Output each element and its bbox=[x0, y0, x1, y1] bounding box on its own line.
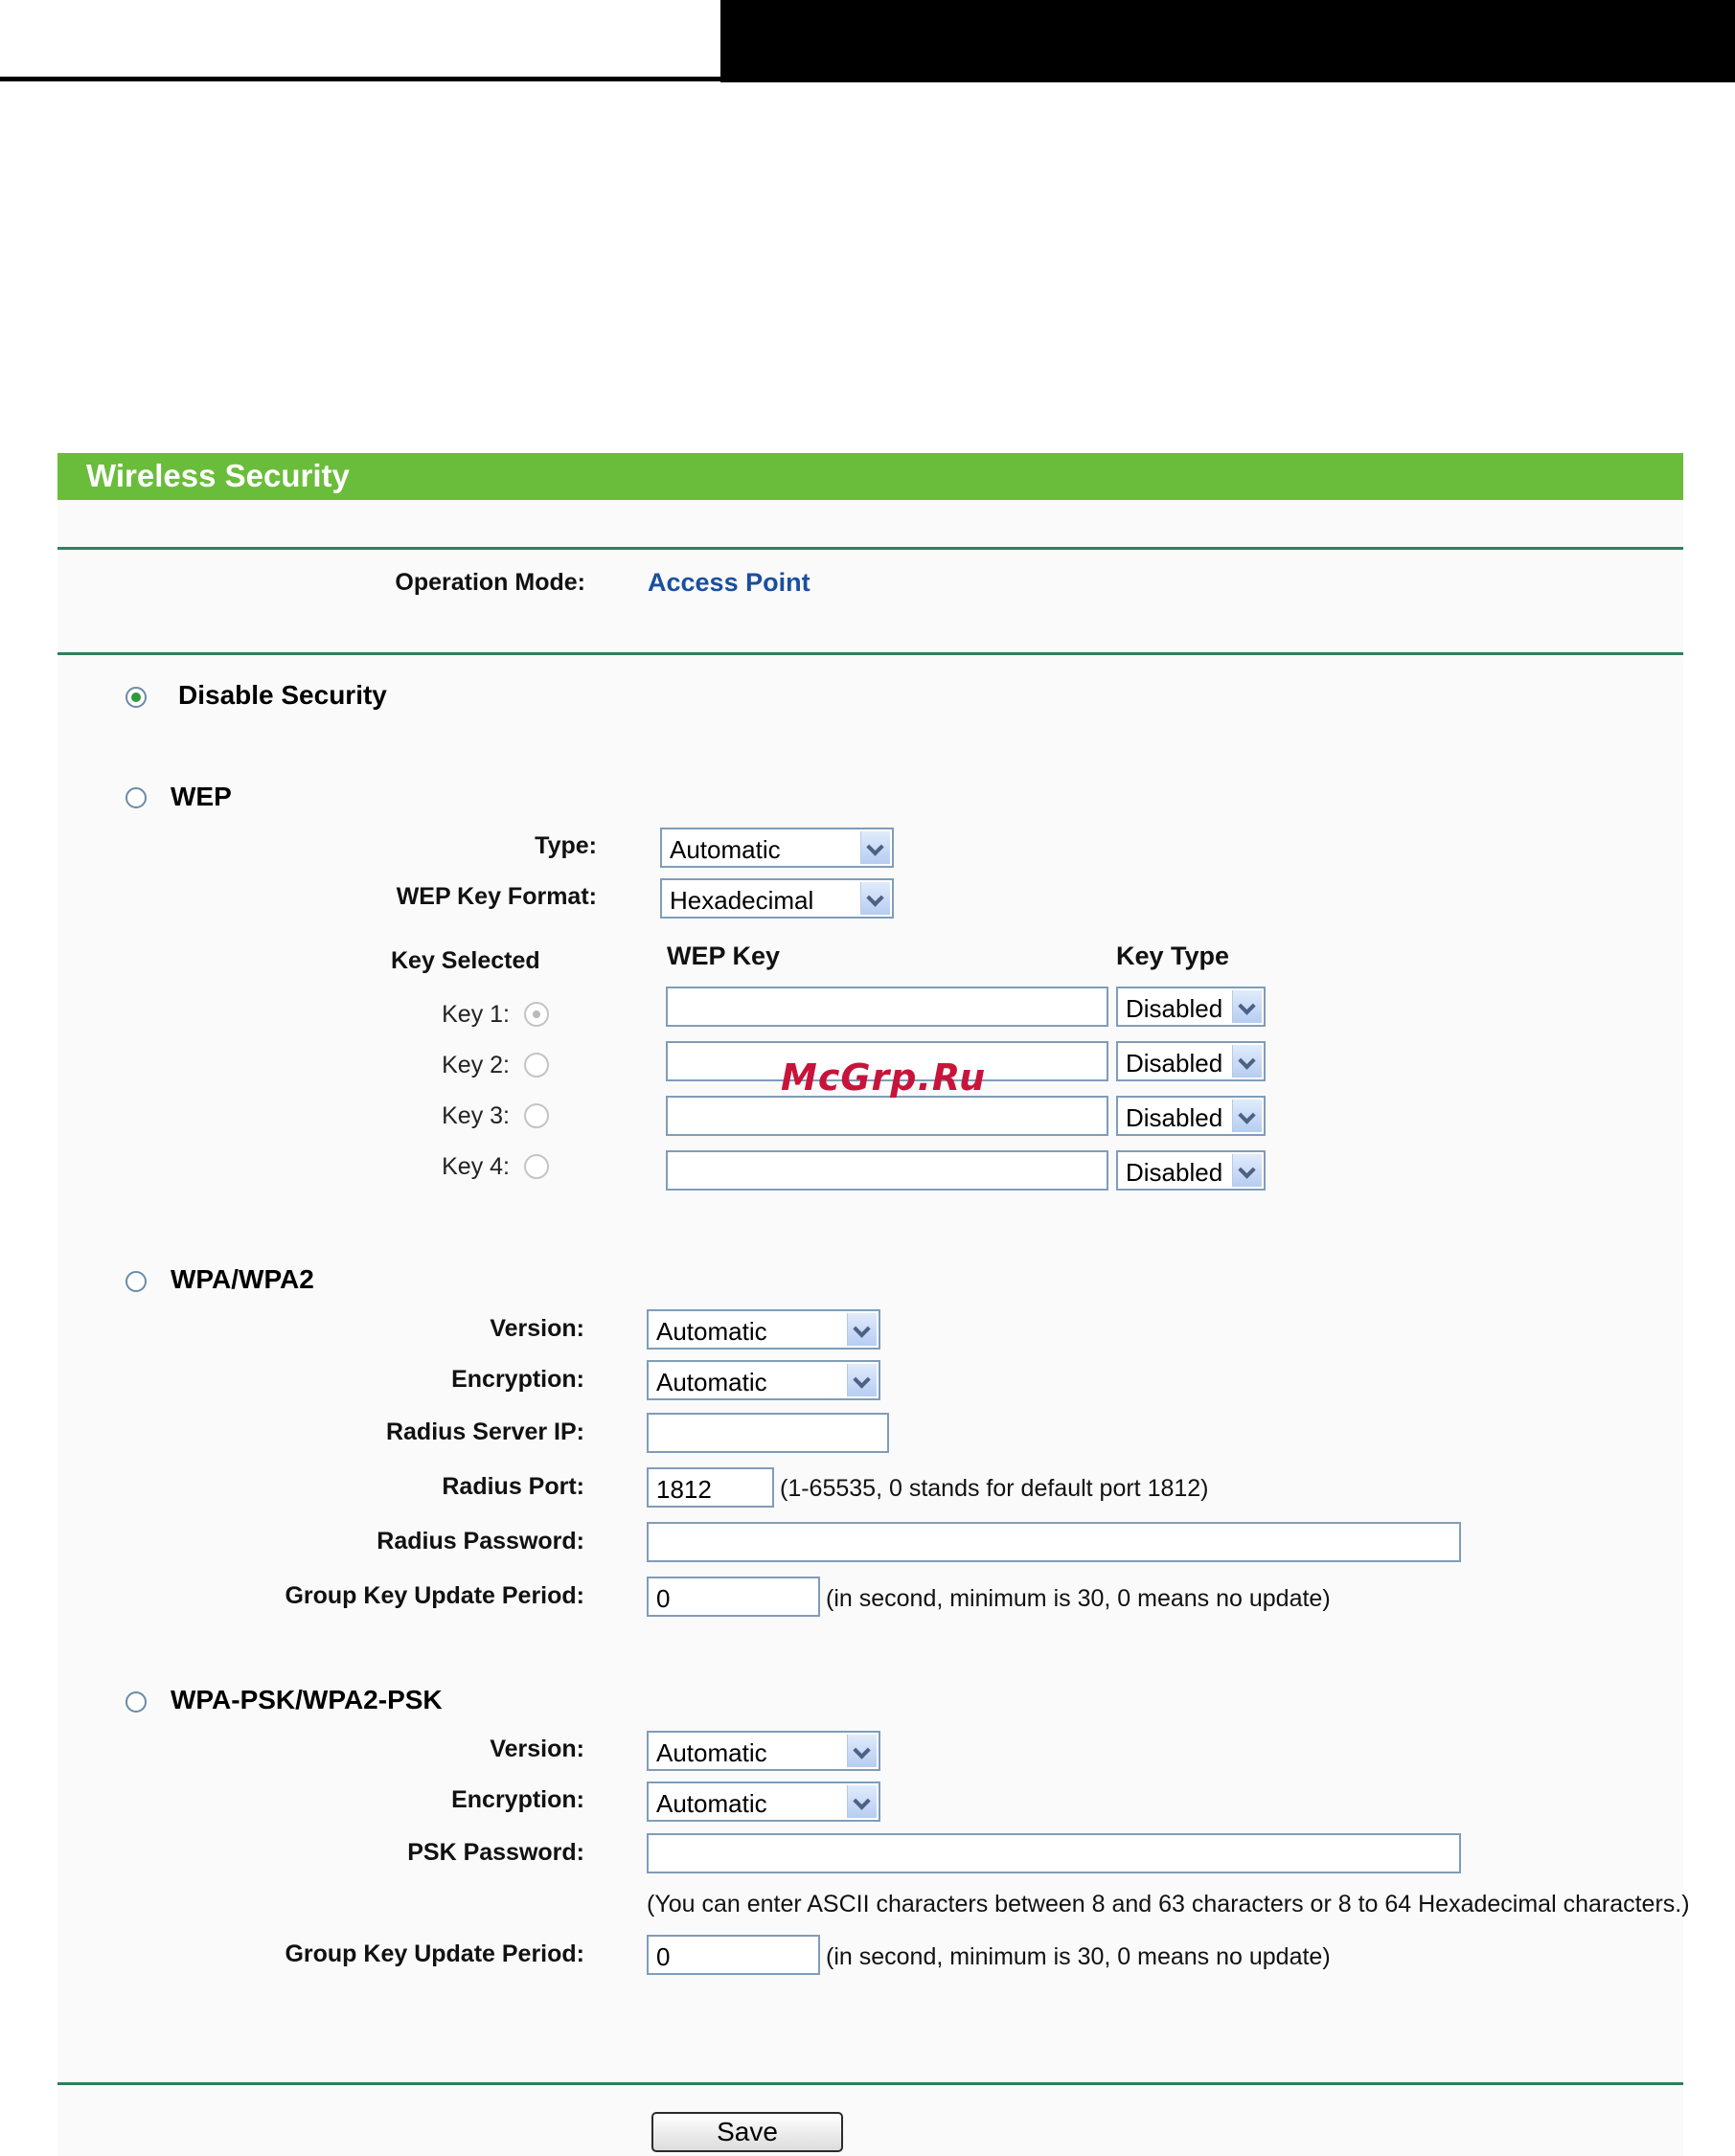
radius-ip-label: Radius Server IP: bbox=[385, 1418, 584, 1445]
key-type-header: Key Type bbox=[1116, 942, 1230, 970]
key2-label: Key 2: bbox=[442, 1052, 510, 1078]
radius-port-value: 1812 bbox=[656, 1475, 712, 1504]
key1-type-select[interactable] bbox=[1116, 987, 1266, 1027]
wpa-group-key-label: Group Key Update Period: bbox=[285, 1582, 584, 1609]
wep-label: WEP bbox=[171, 782, 232, 811]
key3-type-value: Disabled bbox=[1126, 1103, 1223, 1132]
chevron-down-icon bbox=[1232, 1100, 1262, 1132]
wpa-psk-radio[interactable] bbox=[126, 1691, 147, 1713]
header-rule bbox=[0, 77, 720, 81]
psk-encryption-label: Encryption: bbox=[451, 1786, 584, 1813]
key4-radio[interactable] bbox=[524, 1154, 549, 1179]
psk-version-value: Automatic bbox=[656, 1738, 767, 1767]
wep-key-format-select[interactable] bbox=[660, 878, 894, 919]
wep-type-value: Automatic bbox=[670, 835, 781, 864]
psk-encryption-value: Automatic bbox=[656, 1789, 767, 1818]
wpa-version-select[interactable] bbox=[647, 1309, 880, 1350]
disable-security-label: Disable Security bbox=[178, 680, 387, 710]
wep-key-header: WEP Key bbox=[667, 942, 781, 970]
radius-port-input[interactable] bbox=[647, 1467, 774, 1508]
psk-password-label: PSK Password: bbox=[407, 1839, 584, 1866]
key3-radio[interactable] bbox=[524, 1103, 549, 1128]
chevron-down-icon bbox=[847, 1735, 877, 1767]
divider-bottom bbox=[57, 2082, 1683, 2085]
radius-port-hint: (1-65535, 0 stands for default port 1812) bbox=[780, 1475, 1209, 1502]
radius-password-input[interactable] bbox=[647, 1522, 1461, 1562]
chevron-down-icon bbox=[847, 1313, 877, 1346]
save-button[interactable]: Save bbox=[651, 2112, 843, 2152]
psk-group-key-value: 0 bbox=[656, 1942, 671, 1971]
wpa-radio[interactable] bbox=[126, 1271, 147, 1292]
key1-radio[interactable] bbox=[524, 1002, 549, 1027]
wep-key-format-label: WEP Key Format: bbox=[396, 883, 597, 910]
key4-type-value: Disabled bbox=[1126, 1158, 1223, 1187]
disable-security-radio[interactable] bbox=[126, 687, 147, 708]
wep-type-label: Type: bbox=[535, 832, 597, 859]
psk-group-key-hint: (in second, minimum is 30, 0 means no update) bbox=[826, 1943, 1331, 1970]
operation-mode-value: Access Point bbox=[648, 568, 810, 597]
key2-type-value: Disabled bbox=[1126, 1049, 1223, 1078]
key1-label: Key 1: bbox=[442, 1001, 510, 1028]
wpa-group-key-input[interactable] bbox=[647, 1577, 820, 1617]
radius-port-label: Radius Port: bbox=[442, 1473, 584, 1500]
wpa-encryption-select[interactable] bbox=[647, 1360, 880, 1400]
chevron-down-icon bbox=[1232, 990, 1262, 1023]
wep-key-format-value: Hexadecimal bbox=[670, 886, 814, 915]
wpa-psk-label: WPA-PSK/WPA2-PSK bbox=[171, 1685, 443, 1714]
key3-type-select[interactable] bbox=[1116, 1096, 1266, 1136]
key4-input[interactable] bbox=[666, 1150, 1108, 1191]
key4-label: Key 4: bbox=[442, 1153, 510, 1180]
psk-group-key-label: Group Key Update Period: bbox=[285, 1940, 584, 1967]
page-title: Wireless Security bbox=[86, 458, 350, 493]
chevron-down-icon bbox=[1232, 1154, 1262, 1187]
watermark: McGrp.Ru bbox=[781, 1056, 987, 1099]
psk-password-input[interactable] bbox=[647, 1833, 1461, 1873]
psk-encryption-select[interactable] bbox=[647, 1782, 880, 1822]
chevron-down-icon bbox=[847, 1364, 877, 1396]
radius-password-label: Radius Password: bbox=[377, 1528, 584, 1555]
radius-ip-input[interactable] bbox=[647, 1413, 889, 1453]
header-black-bar bbox=[720, 0, 1735, 82]
chevron-down-icon bbox=[847, 1785, 877, 1818]
key2-radio[interactable] bbox=[524, 1053, 549, 1078]
key1-type-value: Disabled bbox=[1126, 994, 1223, 1023]
chevron-down-icon bbox=[860, 882, 890, 915]
wpa-group-key-value: 0 bbox=[656, 1584, 671, 1613]
divider-top bbox=[57, 547, 1683, 550]
divider-mode bbox=[57, 652, 1683, 655]
wpa-encryption-value: Automatic bbox=[656, 1368, 767, 1396]
psk-version-select[interactable] bbox=[647, 1731, 880, 1771]
key3-input[interactable] bbox=[666, 1096, 1108, 1136]
key1-input[interactable] bbox=[666, 987, 1108, 1027]
wpa-version-value: Automatic bbox=[656, 1317, 767, 1346]
psk-hint: (You can enter ASCII characters between 8 and 63 characters or 8 to 64 Hexadecimal characters.) bbox=[647, 1891, 1690, 1918]
key4-type-select[interactable] bbox=[1116, 1150, 1266, 1191]
psk-group-key-input[interactable] bbox=[647, 1935, 820, 1975]
key-selected-header: Key Selected bbox=[391, 947, 540, 974]
wpa-version-label: Version: bbox=[490, 1315, 584, 1342]
wep-type-select[interactable] bbox=[660, 828, 894, 868]
wpa-group-key-hint: (in second, minimum is 30, 0 means no update) bbox=[826, 1585, 1331, 1612]
wpa-encryption-label: Encryption: bbox=[451, 1366, 584, 1393]
chevron-down-icon bbox=[860, 831, 890, 864]
operation-mode-label: Operation Mode: bbox=[395, 569, 585, 596]
chevron-down-icon bbox=[1232, 1045, 1262, 1078]
key2-type-select[interactable] bbox=[1116, 1041, 1266, 1081]
key3-label: Key 3: bbox=[442, 1102, 510, 1129]
wpa-label: WPA/WPA2 bbox=[171, 1264, 314, 1294]
psk-version-label: Version: bbox=[490, 1736, 584, 1762]
wep-radio[interactable] bbox=[126, 787, 147, 808]
